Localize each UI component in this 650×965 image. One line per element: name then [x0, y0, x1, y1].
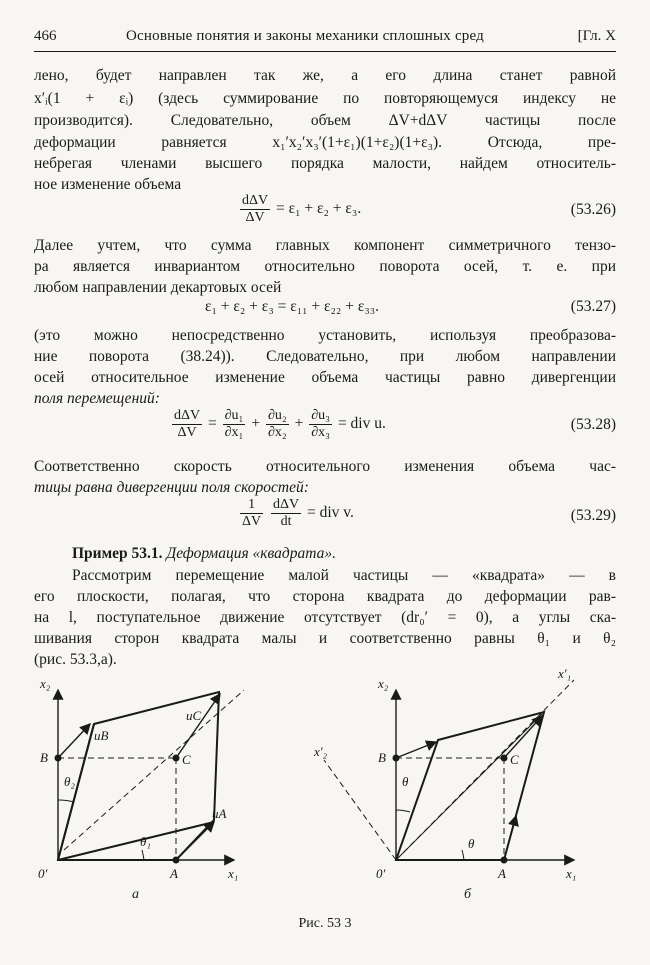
- text-line: любом направлении декартовых осей: [34, 279, 282, 296]
- vector-label-uc: uC: [186, 708, 202, 723]
- example-number: Пример 53.1.: [72, 545, 163, 562]
- text-line: его плоскости, полагая, что сторона квадрата до деформации рав-: [34, 588, 616, 605]
- point-label-b: B: [378, 750, 386, 765]
- axis-label-x2: x₂: [378, 676, 389, 691]
- frac-denominator: dt: [280, 514, 292, 529]
- equation-label: (53.29): [570, 507, 616, 524]
- point-label-b: B: [40, 750, 48, 765]
- text-line: ное изменение объема: [34, 176, 182, 193]
- equation-53-26: [238, 193, 361, 226]
- axis-label-x1-prime: x′₁: [558, 666, 572, 681]
- frac-numerator: ∂u₂: [267, 408, 287, 423]
- angle-label-theta: θ: [402, 774, 409, 789]
- text-line: x′ᵢ(1 + εᵢ) (здесь суммирование по повторяющемуся индексу не: [34, 90, 616, 107]
- axis-label-x1: x₁: [566, 866, 577, 881]
- equation-label: (53.28): [570, 416, 616, 433]
- vector-label-ua: uA: [212, 806, 227, 821]
- text-line: лено, будет направлен так же, а его длина станет равной: [34, 67, 616, 84]
- frac-numerator: dΔV: [273, 497, 300, 512]
- frac-denominator: ΔV: [245, 210, 265, 225]
- frac-denominator: ΔV: [242, 514, 262, 529]
- axis-label-x1: x₁: [228, 866, 239, 881]
- frac-numerator: ∂u₃: [311, 408, 331, 423]
- equation-rhs: = ε₁ + ε₂ + ε₃.: [276, 200, 362, 218]
- figure-panel-b: [324, 680, 574, 863]
- text-line: производится). Следовательно, объем ΔV+dΔV частицы после: [34, 112, 616, 129]
- point-label-a: A: [498, 866, 506, 881]
- point-label-a: A: [170, 866, 178, 881]
- figure-53-3: [34, 660, 616, 910]
- header-rule: [34, 51, 616, 52]
- panel-label-b: б: [464, 887, 472, 902]
- axis-label-x2: x₂: [40, 676, 51, 691]
- running-title: Основные понятия и законы механики сплошных сред: [126, 28, 484, 44]
- point-label-o: 0′: [38, 866, 48, 881]
- point-label-o: 0′: [376, 866, 386, 881]
- text-line: поля перемещений:: [34, 390, 160, 407]
- vector-label-ub: uB: [94, 728, 109, 743]
- point-label-c: C: [510, 752, 519, 767]
- text-line: Далее учтем, что сумма главных компонент симметричного тензо-: [34, 237, 616, 254]
- text-line: небрегая членами высшего порядка малости, найдем относитель-: [34, 155, 616, 172]
- text-line: ние поворота (38.24)). Следовательно, при любом направлении: [34, 348, 616, 365]
- frac-denominator: ΔV: [177, 425, 197, 440]
- text-line: тицы равна дивергенции поля скоростей:: [34, 479, 309, 496]
- figure-caption: Рис. 53 3: [298, 916, 352, 931]
- axis-label-x2-prime: x′₂: [314, 744, 328, 759]
- frac-numerator: 1: [240, 497, 263, 514]
- text-line: (это можно непосредственно установить, используя преобразова-: [34, 327, 616, 344]
- point-label-c: C: [182, 752, 191, 767]
- operator: =: [208, 415, 217, 433]
- frac-numerator: ∂u₁: [224, 408, 244, 423]
- text-line: Рассмотрим перемещение малой частицы — «квадрата» — в: [72, 567, 616, 584]
- frac-numerator: dΔV: [174, 408, 201, 423]
- example-title: [72, 544, 612, 564]
- equation-label: (53.27): [570, 298, 616, 315]
- text-line: деформации равняется x₁′x₂′x₃′(1+ε₁)(1+ε₂)(1+ε₃). Отсюда, пре-: [34, 134, 616, 151]
- text-line: ра является инвариантом относительно поворота осей, т. е. при: [34, 258, 616, 275]
- angle-label-theta: θ: [468, 836, 475, 851]
- frac-denominator: ∂x₃: [311, 425, 331, 440]
- equation-rhs: = div u.: [337, 415, 386, 433]
- text-line: на l, поступательное движение отсутствует (dr₀′ = 0), а углы ска-: [34, 609, 616, 626]
- panel-label-a: a: [132, 887, 139, 902]
- frac-denominator: ∂x₂: [267, 425, 287, 440]
- angle-label-theta2: θ₂: [64, 774, 75, 789]
- text-line: осей относительное изменение объема частицы равно дивергенции: [34, 369, 616, 386]
- example-name: Деформация «квадрата».: [166, 545, 336, 562]
- text-line: (рис. 53.3,a).: [34, 651, 117, 668]
- operator: +: [294, 415, 304, 433]
- equation-label: (53.26): [570, 201, 616, 218]
- angle-label-theta1: θ₁: [140, 834, 151, 849]
- operator: +: [251, 415, 261, 433]
- equation-53-29: [238, 497, 354, 530]
- chapter-label: [Гл. X: [577, 28, 616, 44]
- frac-numerator: dΔV: [242, 193, 269, 208]
- equation-rhs: = div v.: [307, 504, 354, 522]
- page-number: 466: [34, 28, 57, 44]
- frac-denominator: ∂x₁: [224, 425, 244, 440]
- text-line: шивания сторон квадрата малы и соответственно равны θ₁ и θ₂: [34, 630, 616, 647]
- equation-53-27: ε₁ + ε₂ + ε₃ = ε₁₁ + ε₂₂ + ε₃₃.: [205, 298, 380, 315]
- page-header: [34, 28, 616, 52]
- equation-53-28: [170, 408, 386, 441]
- text-line: Соответственно скорость относительного изменения объема час-: [34, 458, 616, 475]
